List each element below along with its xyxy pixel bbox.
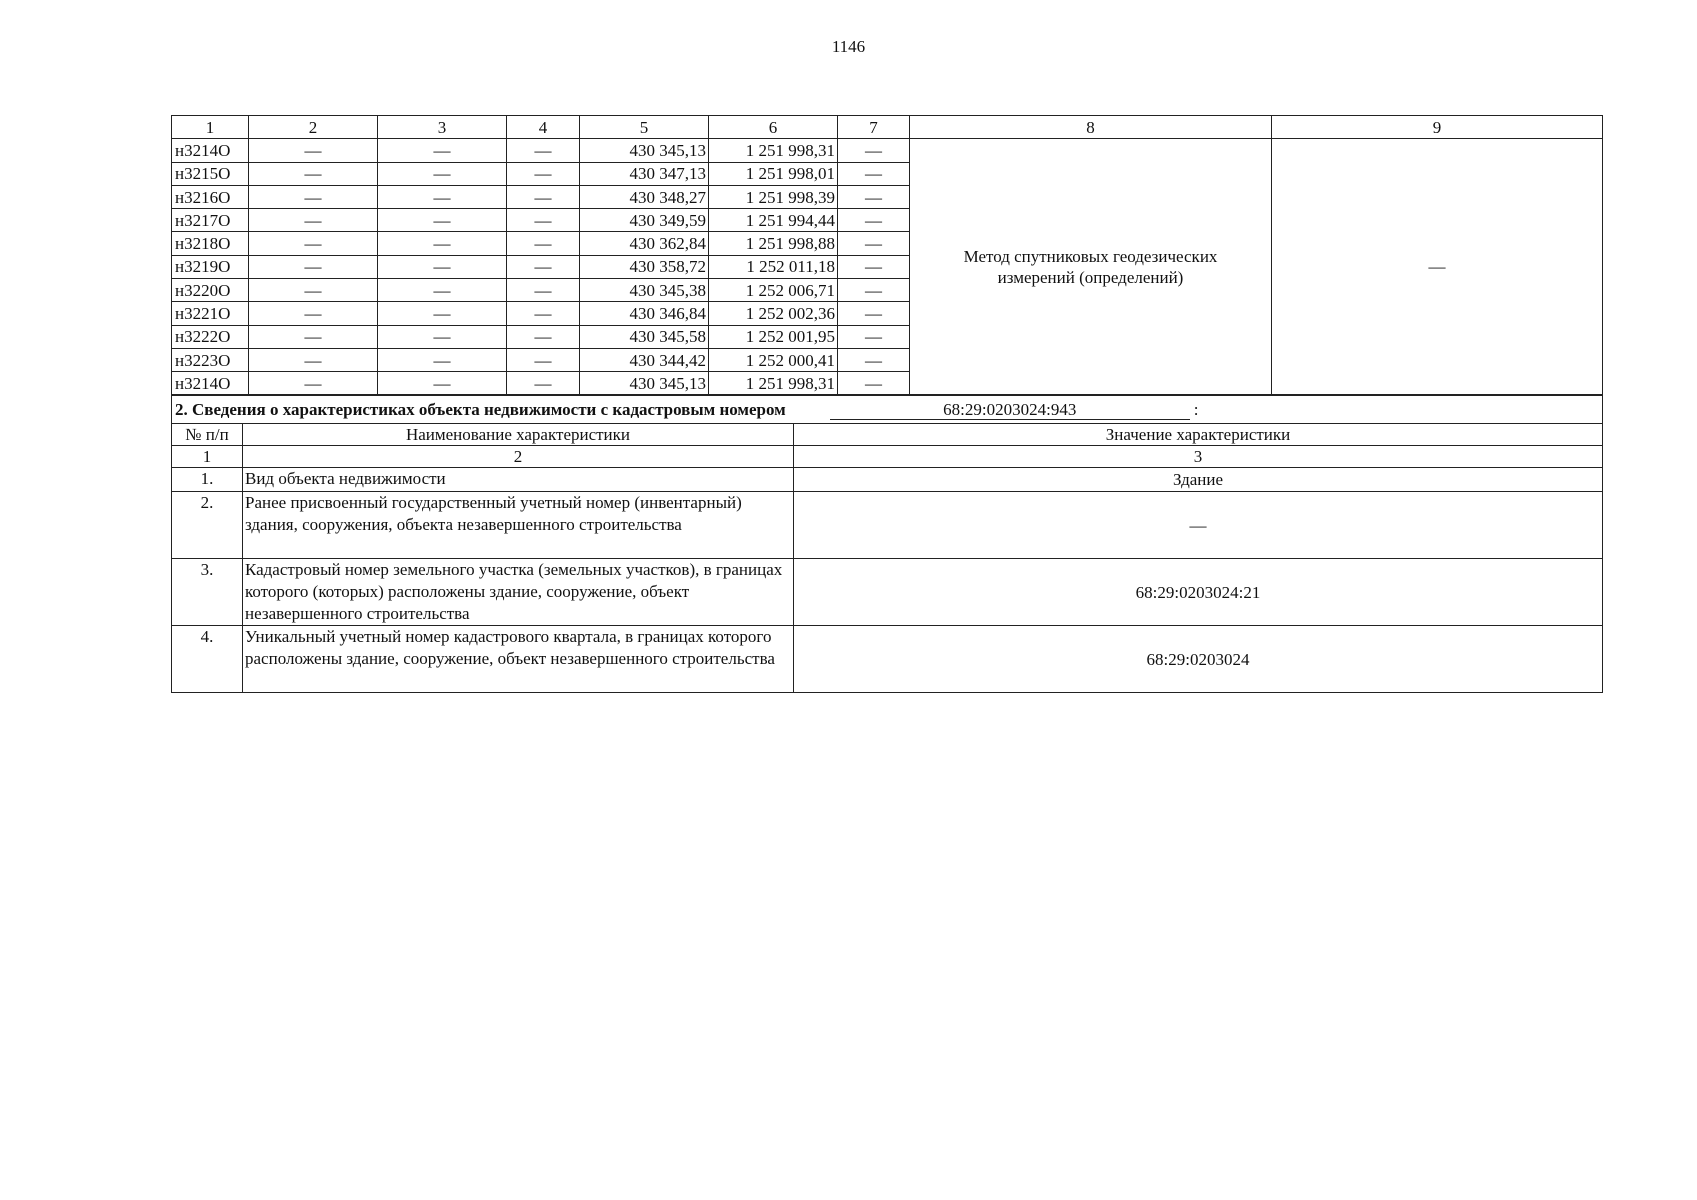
coord-y: 1 252 006,71 bbox=[709, 279, 838, 302]
coord-y: 1 251 994,44 bbox=[709, 209, 838, 232]
cell-dash: — bbox=[507, 348, 580, 371]
coord-x: 430 346,84 bbox=[580, 302, 709, 325]
column-numbers-row bbox=[172, 446, 1603, 468]
header-num: № п/п bbox=[172, 424, 243, 446]
cell-dash: — bbox=[507, 185, 580, 208]
cell-dash: — bbox=[838, 325, 910, 348]
coord-x: 430 344,42 bbox=[580, 348, 709, 371]
header-name: Наименование характеристики bbox=[243, 424, 794, 446]
cell-dash: — bbox=[249, 302, 378, 325]
cell-dash: — bbox=[249, 209, 378, 232]
coord-y: 1 251 998,39 bbox=[709, 185, 838, 208]
point-name: н3214О bbox=[172, 139, 249, 162]
point-name: н3215О bbox=[172, 162, 249, 185]
column-number-header: 1 bbox=[172, 116, 249, 139]
column-number-header: 4 bbox=[507, 116, 580, 139]
point-name: н3214О bbox=[172, 372, 249, 395]
header-value: Значение характеристики bbox=[794, 424, 1603, 446]
cell-dash: — bbox=[507, 162, 580, 185]
column-number: 3 bbox=[794, 446, 1603, 468]
cell-dash: — bbox=[507, 209, 580, 232]
cell-dash: — bbox=[378, 139, 507, 162]
cell-dash: — bbox=[507, 232, 580, 255]
colon: : bbox=[1193, 400, 1199, 419]
coord-x: 430 345,58 bbox=[580, 325, 709, 348]
cell-dash: — bbox=[249, 279, 378, 302]
coord-y: 1 251 998,31 bbox=[709, 139, 838, 162]
cell-dash: — bbox=[249, 162, 378, 185]
cell-dash: — bbox=[249, 232, 378, 255]
coord-x: 430 362,84 bbox=[580, 232, 709, 255]
cell-dash: — bbox=[838, 232, 910, 255]
coord-x: 430 345,13 bbox=[580, 139, 709, 162]
column-number-header: 2 bbox=[249, 116, 378, 139]
point-name: н3222О bbox=[172, 325, 249, 348]
point-name: н3221О bbox=[172, 302, 249, 325]
characteristic-name: Уникальный учетный номер кадастрового квартала, в границах которого расположены здание, сооружение, объект незавершенного строительства bbox=[243, 626, 794, 693]
cell-dash: — bbox=[838, 255, 910, 278]
characteristics-table bbox=[171, 394, 1603, 693]
coordinates-table bbox=[171, 115, 1603, 396]
cell-dash: — bbox=[838, 185, 910, 208]
cell-dash: — bbox=[507, 139, 580, 162]
characteristics-header-row bbox=[172, 424, 1603, 446]
cell-dash: — bbox=[838, 348, 910, 371]
point-name: н3219О bbox=[172, 255, 249, 278]
cell-dash: — bbox=[838, 372, 910, 395]
method-cell: Метод спутниковых геодезических измерений (определений) bbox=[910, 139, 1272, 395]
coordinates-header-row bbox=[172, 116, 1603, 139]
cell-dash: — bbox=[378, 302, 507, 325]
coord-x: 430 348,27 bbox=[580, 185, 709, 208]
column-number-header: 3 bbox=[378, 116, 507, 139]
coord-y: 1 252 000,41 bbox=[709, 348, 838, 371]
cell-dash: — bbox=[507, 255, 580, 278]
cadastral-number: 68:29:0203024:943 bbox=[830, 401, 1190, 420]
characteristic-row bbox=[172, 468, 1603, 492]
page-number: 1146 bbox=[831, 37, 866, 56]
coord-y: 1 252 001,95 bbox=[709, 325, 838, 348]
cell-dash: — bbox=[378, 255, 507, 278]
column-number-header: 9 bbox=[1272, 116, 1603, 139]
column-number: 1 bbox=[172, 446, 243, 468]
cell-dash: — bbox=[249, 325, 378, 348]
coord-y: 1 252 002,36 bbox=[709, 302, 838, 325]
cell-dash: — bbox=[378, 348, 507, 371]
cell-dash: — bbox=[249, 139, 378, 162]
cell-dash: — bbox=[838, 162, 910, 185]
characteristic-name: Вид объекта недвижимости bbox=[243, 468, 794, 492]
cell-dash: — bbox=[378, 209, 507, 232]
cell-dash: — bbox=[838, 209, 910, 232]
section-title: 2. Сведения о характеристиках объекта недвижимости с кадастровым номером bbox=[175, 400, 786, 419]
characteristic-name: Кадастровый номер земельного участка (земельных участков), в границах которого (которых) расположены здание, сооружение, объект незавершенного строительства bbox=[243, 559, 794, 626]
point-name: н3218О bbox=[172, 232, 249, 255]
col9-cell: — bbox=[1272, 139, 1603, 395]
point-name: н3216О bbox=[172, 185, 249, 208]
point-name: н3223О bbox=[172, 348, 249, 371]
coord-x: 430 358,72 bbox=[580, 255, 709, 278]
characteristic-row bbox=[172, 626, 1603, 693]
cell-dash: — bbox=[838, 302, 910, 325]
characteristic-value: 68:29:0203024:21 bbox=[794, 559, 1603, 626]
point-name: н3217О bbox=[172, 209, 249, 232]
characteristic-value: 68:29:0203024 bbox=[794, 626, 1603, 693]
row-number: 3. bbox=[172, 559, 243, 626]
cell-dash: — bbox=[378, 279, 507, 302]
cell-dash: — bbox=[378, 325, 507, 348]
characteristic-value: Здание bbox=[794, 468, 1603, 492]
cell-dash: — bbox=[249, 185, 378, 208]
coord-y: 1 251 998,88 bbox=[709, 232, 838, 255]
section-title-cell bbox=[172, 395, 1603, 424]
row-number: 4. bbox=[172, 626, 243, 693]
coord-x: 430 345,13 bbox=[580, 372, 709, 395]
characteristic-value: — bbox=[794, 492, 1603, 559]
cell-dash: — bbox=[249, 255, 378, 278]
column-number-header: 8 bbox=[910, 116, 1272, 139]
column-number-header: 7 bbox=[838, 116, 910, 139]
cell-dash: — bbox=[507, 279, 580, 302]
coord-x: 430 347,13 bbox=[580, 162, 709, 185]
column-number: 2 bbox=[243, 446, 794, 468]
cell-dash: — bbox=[378, 185, 507, 208]
coord-y: 1 251 998,01 bbox=[709, 162, 838, 185]
cell-dash: — bbox=[249, 372, 378, 395]
cell-dash: — bbox=[378, 232, 507, 255]
cell-dash: — bbox=[378, 372, 507, 395]
characteristic-row bbox=[172, 559, 1603, 626]
cell-dash: — bbox=[507, 372, 580, 395]
row-number: 1. bbox=[172, 468, 243, 492]
column-number-header: 6 bbox=[709, 116, 838, 139]
characteristic-row bbox=[172, 492, 1603, 559]
column-number-header: 5 bbox=[580, 116, 709, 139]
cell-dash: — bbox=[507, 302, 580, 325]
cell-dash: — bbox=[249, 348, 378, 371]
coord-y: 1 251 998,31 bbox=[709, 372, 838, 395]
coord-x: 430 345,38 bbox=[580, 279, 709, 302]
cell-dash: — bbox=[838, 139, 910, 162]
characteristic-name: Ранее присвоенный государственный учетный номер (инвентарный) здания, сооружения, объекта незавершенного строительства bbox=[243, 492, 794, 559]
row-number: 2. bbox=[172, 492, 243, 559]
cell-dash: — bbox=[507, 325, 580, 348]
cell-dash: — bbox=[838, 279, 910, 302]
coordinate-row bbox=[172, 139, 1603, 162]
cell-dash: — bbox=[378, 162, 507, 185]
point-name: н3220О bbox=[172, 279, 249, 302]
coord-y: 1 252 011,18 bbox=[709, 255, 838, 278]
section-title-row bbox=[172, 395, 1603, 424]
coord-x: 430 349,59 bbox=[580, 209, 709, 232]
